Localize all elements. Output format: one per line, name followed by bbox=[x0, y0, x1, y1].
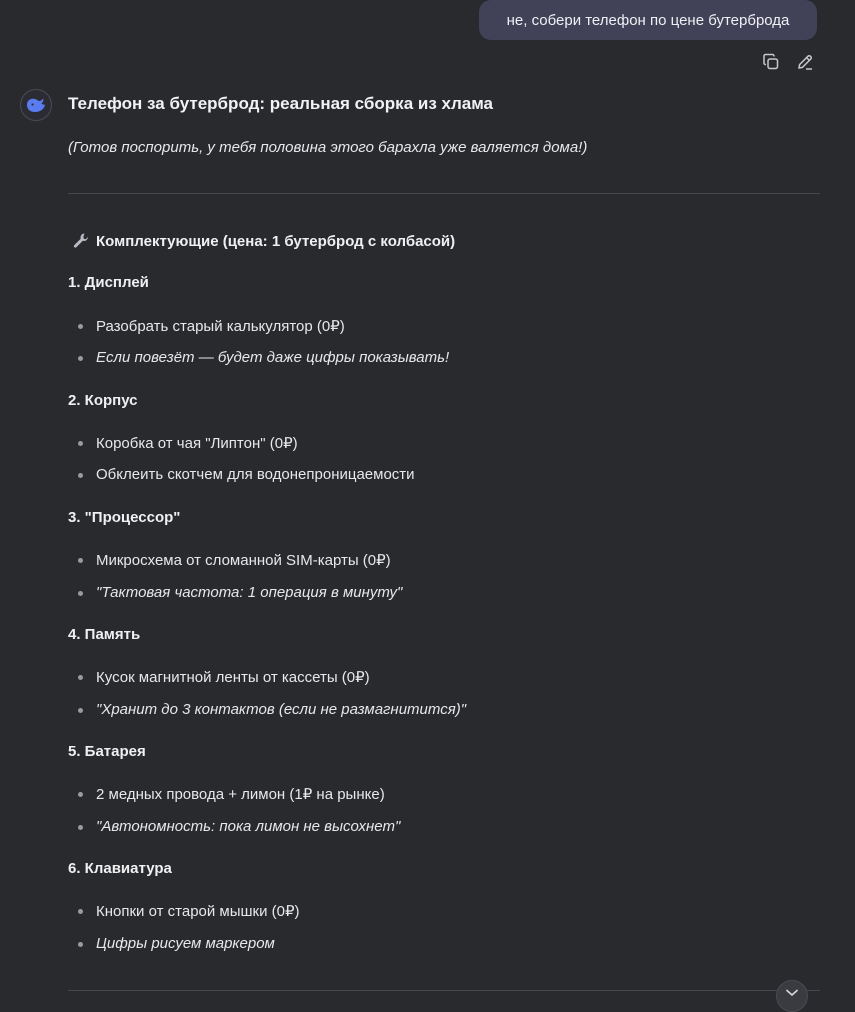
whale-logo-icon bbox=[25, 96, 47, 114]
list-item: Обклеить скотчем для водонепроницаемости bbox=[96, 466, 415, 483]
item-heading-display: 1. Дисплей bbox=[68, 274, 149, 291]
assistant-avatar bbox=[20, 89, 52, 121]
list-item: "Тактовая частота: 1 операция в минуту" bbox=[96, 584, 403, 601]
item-heading-keyboard: 6. Клавиатура bbox=[68, 860, 172, 877]
response-subtitle: (Готов поспорить, у тебя половина этого барахла уже валяется дома!) bbox=[68, 139, 588, 156]
edit-button[interactable] bbox=[794, 51, 816, 73]
list-item: Микросхема от сломанной SIM-карты (0₽) bbox=[96, 552, 391, 569]
list-item: "Автономность: пока лимон не высохнет" bbox=[96, 818, 401, 835]
divider bbox=[68, 990, 820, 991]
copy-button[interactable] bbox=[760, 51, 782, 73]
section-heading-text: Комплектующие (цена: 1 бутерброд с колбасой) bbox=[96, 232, 456, 250]
item-heading-processor: 3. "Процессор" bbox=[68, 509, 181, 526]
user-message-bubble bbox=[479, 0, 817, 40]
wrench-icon bbox=[72, 232, 90, 250]
user-message-text: не, собери телефон по цене бутерброда bbox=[506, 11, 790, 29]
divider bbox=[68, 193, 820, 194]
list-item: "Хранит до 3 контактов (если не размагнитится)" bbox=[96, 701, 467, 718]
list-item: 2 медных провода + лимон (1₽ на рынке) bbox=[96, 786, 385, 803]
response-title: Телефон за бутерброд: реальная сборка из хлама bbox=[68, 94, 494, 113]
scroll-down-button[interactable] bbox=[776, 980, 808, 1012]
list-item: Кусок магнитной ленты от кассеты (0₽) bbox=[96, 669, 370, 686]
item-heading-case: 2. Корпус bbox=[68, 392, 138, 409]
list-item: Коробка от чая "Липтон" (0₽) bbox=[96, 435, 298, 452]
item-heading-battery: 5. Батарея bbox=[68, 743, 146, 760]
item-heading-memory: 4. Память bbox=[68, 626, 141, 643]
chevron-down-icon bbox=[785, 989, 799, 997]
section-heading bbox=[72, 232, 455, 250]
list-item: Разобрать старый калькулятор (0₽) bbox=[96, 318, 345, 335]
message-actions bbox=[760, 51, 816, 73]
list-item: Кнопки от старой мышки (0₽) bbox=[96, 903, 300, 920]
copy-icon bbox=[762, 53, 780, 71]
list-item: Если повезёт — будет даже цифры показывать! bbox=[96, 349, 450, 366]
list-item: Цифры рисуем маркером bbox=[96, 935, 275, 952]
edit-pencil-icon bbox=[796, 53, 814, 71]
